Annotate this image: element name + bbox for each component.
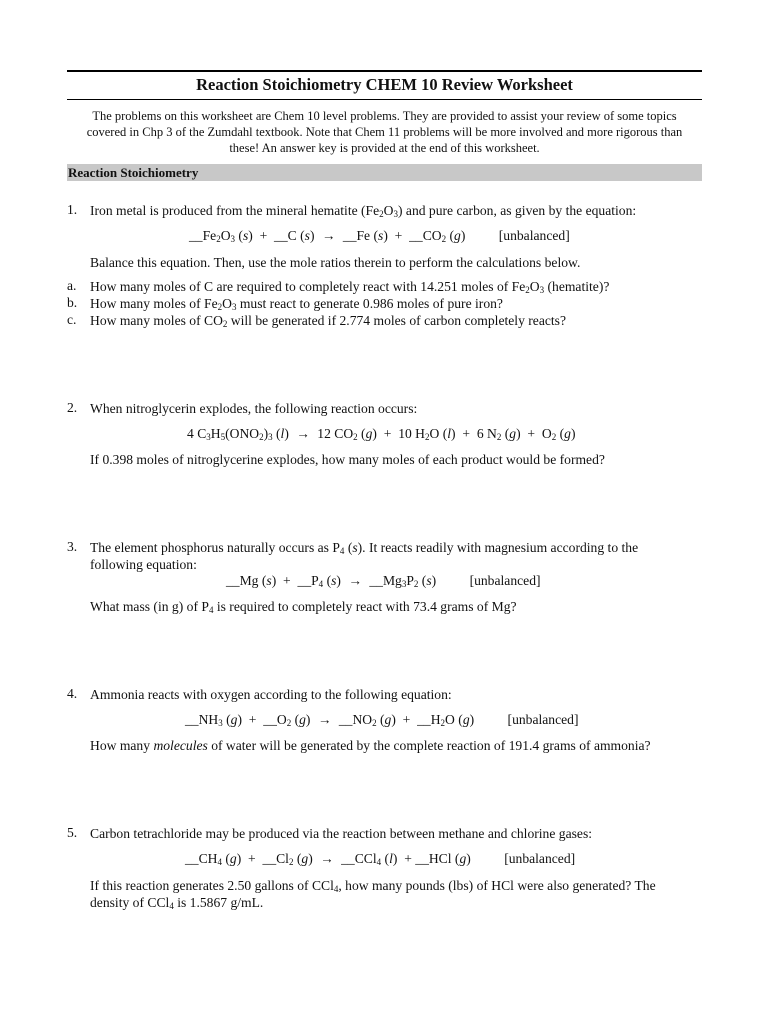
text-fragment: g [230, 712, 238, 727]
problem-1c [90, 312, 700, 329]
subscript: 3 [230, 234, 236, 244]
problem-1b [90, 295, 700, 312]
subscript: 2 [425, 432, 430, 442]
subscript: 4 [318, 579, 324, 589]
text-fragment: will be generated if 2.774 moles of carbon completely reacts? [227, 313, 566, 328]
text-fragment: __Fe [342, 228, 371, 243]
text-fragment: + [383, 426, 392, 441]
equation-3: __Mg $(s) + \_\_P_4$ $(s) \to \_\_Mg_3P_2$ (s) [unbalanced] [226, 573, 541, 589]
text-fragment: g [384, 712, 392, 727]
problem-number: 1. [67, 202, 78, 217]
text-fragment: __O [263, 712, 287, 727]
text-fragment: [unbalanced] [498, 228, 570, 243]
text-fragment: g [454, 228, 461, 243]
subscript: 2 [217, 302, 223, 312]
subscript: 4 [208, 605, 214, 615]
text-fragment: __P [297, 573, 319, 588]
text-fragment: (ONO [225, 426, 260, 441]
text-fragment: ) [263, 426, 269, 441]
text-fragment: is 1.5867 g/mL. [173, 895, 264, 910]
intro-line: The problems on this worksheet are Chem 10 level problems. They are provided to assist your review of some topics [92, 109, 677, 123]
problem-number: 2. [67, 400, 78, 415]
text-fragment: s [331, 573, 337, 588]
subscript: 2 [222, 319, 228, 329]
text-fragment: How many moles of C are required to completely react with 14.251 moles of Fe [90, 279, 526, 294]
text-fragment: s [426, 573, 432, 588]
subscript: 4 [376, 857, 382, 867]
text-fragment: O [429, 426, 440, 441]
text-fragment: The element phosphorus naturally occurs as P [90, 540, 340, 555]
text-fragment: → [317, 712, 332, 727]
text-fragment: __CCl [341, 851, 377, 866]
text-fragment: [unbalanced] [507, 712, 579, 727]
text-fragment: → [320, 851, 334, 866]
problem-4-question [90, 737, 700, 754]
subscript: 2 [372, 718, 377, 728]
page-title: Reaction Stoichiometry CHEM 10 Review Worksheet [196, 75, 573, 94]
text-fragment: 4 C [187, 426, 207, 441]
subscript: 5 [220, 432, 226, 442]
equation-2: 4 $C_3H_5(ONO_2)_3$ (l) → 12 $CO_2$ (g) + 10 $H_2O$ (l) + 6 $N_2$ $(g) + O_2$ (g) [187, 426, 576, 442]
text-fragment: ) and pure carbon, as given by the equation: [397, 203, 637, 218]
problem-3-question [90, 598, 700, 615]
text-fragment: O [541, 426, 552, 441]
title-underline [67, 99, 702, 100]
section-heading-bar [67, 164, 702, 181]
text-fragment: l [447, 426, 452, 441]
text-fragment: + [402, 712, 411, 727]
text-fragment: s [304, 228, 310, 243]
text-fragment: + [248, 712, 257, 727]
subscript: 2 [259, 432, 264, 442]
text-fragment: O [220, 228, 231, 243]
text-fragment: [unbalanced] [504, 851, 576, 866]
text-fragment: O [445, 712, 455, 727]
problem-number: 5. [67, 825, 78, 840]
text-fragment: , how many pounds (lbs) of HCl were also generated? The [338, 878, 656, 893]
text-fragment: s [242, 228, 249, 243]
text-fragment: + [394, 228, 403, 243]
text-fragment: + [462, 426, 471, 441]
problem-5-question [90, 877, 700, 911]
text-fragment: __C [274, 228, 297, 243]
section-heading: Reaction Stoichiometry [68, 165, 199, 180]
part-label: c. [67, 312, 77, 327]
text-fragment: If this reaction generates 2.50 gallons of CCl [90, 878, 334, 893]
text-fragment: [unbalanced] [469, 573, 541, 588]
text-fragment: g [365, 426, 373, 441]
text-fragment: s [378, 228, 384, 243]
subscript: 4 [339, 546, 345, 556]
text-fragment: H [210, 426, 221, 441]
subscript: 4 [217, 857, 222, 867]
subscript: 4 [333, 884, 339, 894]
text-fragment: 12 CO [317, 426, 354, 441]
equation-4: $\_\_NH_3$ $(g) + \_\_O_2$ $(g) \to \_\_NO_2$ $(g) + \_\_H_2O$ (g) [unbalanced] [185, 712, 579, 728]
problem-4-text: Ammonia reacts with oxygen according to the following equation: [90, 687, 452, 702]
text-fragment: __Fe [189, 228, 217, 243]
subscript: 2 [286, 718, 292, 728]
problem-1-instruction: Balance this equation. Then, use the mole ratios therein to perform the calculations below. [90, 255, 581, 270]
problem-1a [90, 278, 700, 295]
text-fragment: + [259, 228, 268, 243]
problem-1-text [90, 202, 700, 219]
problem-3-text [90, 539, 700, 573]
subscript: 2 [525, 285, 530, 295]
problem-5-text: Carbon tetrachloride may be produced via the reaction between methane and chlorine gases: [90, 826, 593, 841]
intro-line: these! An answer key is provided at the end of this worksheet. [229, 141, 540, 155]
part-label: a. [67, 278, 77, 293]
text-fragment: Iron metal is produced from the mineral hematite (Fe [90, 203, 380, 218]
subscript: 2 [288, 857, 294, 867]
subscript: 2 [551, 432, 557, 442]
text-fragment: How many moles of Fe [90, 296, 218, 311]
text-fragment: l [389, 851, 393, 866]
top-rule [67, 70, 702, 72]
text-fragment: g [301, 851, 309, 866]
text-fragment: molecules [153, 738, 208, 753]
text-fragment: __Mg [226, 573, 259, 588]
text-fragment: P [406, 573, 414, 588]
subscript: 2 [441, 234, 447, 244]
text-fragment: __NO [338, 712, 373, 727]
text-fragment: must react to generate 0.986 moles of pure iron? [236, 296, 503, 311]
subscript: 3 [539, 285, 545, 295]
text-fragment: __NH [185, 712, 219, 727]
text-fragment: g [229, 851, 237, 866]
text-fragment: __H [417, 712, 441, 727]
text-fragment: → [348, 573, 362, 588]
problem-2-question: If 0.398 moles of nitroglycerine explodes, how many moles of each product would be formed? [90, 452, 605, 467]
subscript: 2 [379, 209, 384, 219]
text-fragment: __HCl [415, 851, 452, 866]
text-fragment: + [248, 851, 256, 866]
text-fragment: O [222, 296, 232, 311]
subscript: 3 [231, 302, 237, 312]
subscript: 2 [413, 579, 419, 589]
text-fragment: g [462, 712, 470, 727]
text-fragment: O [529, 279, 540, 294]
subscript: 3 [206, 432, 211, 442]
problem-2-text: When nitroglycerin explodes, the following reaction occurs: [90, 401, 418, 416]
subscript: 2 [496, 432, 502, 442]
text-fragment: What mass (in g) of P [90, 599, 209, 614]
subscript: 2 [216, 234, 221, 244]
text-fragment: ). It reacts readily with magnesium according to the [357, 540, 639, 555]
text-fragment: O [383, 203, 394, 218]
text-fragment: + [404, 851, 412, 866]
text-fragment: is required to completely react with 73.4 grams of Mg? [213, 599, 517, 614]
text-fragment: + [527, 426, 536, 441]
text-fragment: __Mg [369, 573, 402, 588]
subscript: 2 [440, 718, 446, 728]
text-fragment: → [296, 426, 310, 441]
text-fragment: l [280, 426, 285, 441]
text-fragment: How many moles of CO [90, 313, 223, 328]
text-fragment: __CO [409, 228, 442, 243]
part-label: b. [67, 295, 78, 310]
subscript: 2 [353, 432, 358, 442]
text-fragment: s [266, 573, 272, 588]
text-fragment: ( [344, 540, 353, 555]
intro-paragraph [82, 108, 687, 156]
subscript: 3 [393, 209, 398, 219]
text-fragment: → [321, 228, 336, 243]
text-fragment: __CH [185, 851, 218, 866]
equation-5: $\_\_CH_4$ $(g) + \_\_Cl_2$ (g) → __CCl$_4$ (l) + __HCl (g) [unbalanced] [185, 851, 576, 867]
text-fragment: 10 H [398, 426, 425, 441]
text-fragment: g [459, 851, 467, 866]
text-fragment: density of CCl [90, 895, 170, 910]
subscript: 4 [169, 901, 174, 911]
subscript: 3 [268, 432, 273, 442]
text-fragment: (hematite)? [544, 279, 610, 294]
text-fragment: g [509, 426, 517, 441]
problem-number: 4. [67, 686, 78, 701]
text-fragment: __Cl [262, 851, 289, 866]
text-fragment: g [299, 712, 306, 727]
text-fragment: 6 N [476, 426, 497, 441]
text-fragment: How many [90, 738, 154, 753]
text-fragment: following equation: [90, 557, 197, 572]
subscript: 3 [401, 579, 407, 589]
equation-1: $\_\_Fe_2O_3$ (s) + __C (s) → __Fe $(s) + \_\_CO_2$ (g) [unbalanced] [189, 228, 570, 244]
text-fragment: + [283, 573, 291, 588]
text-fragment: of water will be generated by the complete reaction of 191.4 grams of ammonia? [207, 738, 651, 753]
text-fragment: g [564, 426, 571, 441]
subscript: 3 [218, 718, 223, 728]
intro-line: covered in Chp 3 of the Zumdahl textbook. Note that Chem 11 problems will be more involved and more rigorous than [86, 125, 683, 139]
text-fragment: s [352, 540, 358, 555]
problem-number: 3. [67, 539, 78, 554]
